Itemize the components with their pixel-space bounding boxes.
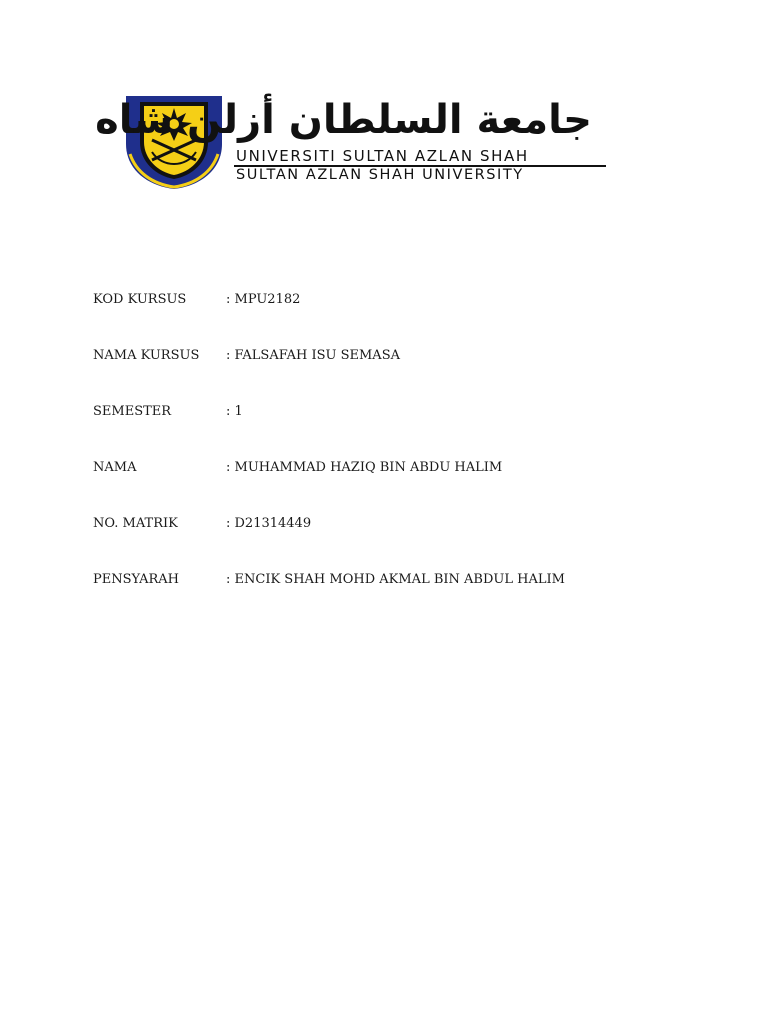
field-value: : MPU2182 bbox=[226, 292, 301, 307]
info-row-lecturer bbox=[93, 570, 653, 626]
field-label: NO. MATRIK bbox=[93, 516, 178, 531]
info-row-course-code bbox=[93, 290, 653, 346]
info-row-name bbox=[93, 458, 653, 514]
field-value: : ENCIK SHAH MOHD AKMAL BIN ABDUL HALIM bbox=[226, 572, 565, 587]
university-name-english: SULTAN AZLAN SHAH UNIVERSITY bbox=[236, 167, 524, 183]
field-label: NAMA KURSUS bbox=[93, 348, 200, 363]
field-label: SEMESTER bbox=[93, 404, 172, 419]
university-name-arabic: جامعة السلطان أزلن شاه bbox=[95, 97, 592, 143]
field-label: PENSYARAH bbox=[93, 572, 179, 587]
university-name-malay: UNIVERSITI SULTAN AZLAN SHAH bbox=[236, 147, 529, 165]
field-value: : 1 bbox=[226, 404, 243, 419]
field-label: NAMA bbox=[93, 460, 137, 475]
info-row-matric-no bbox=[93, 514, 653, 570]
info-row-course-name bbox=[93, 346, 653, 402]
field-label: KOD KURSUS bbox=[93, 292, 187, 307]
info-row-semester bbox=[93, 402, 653, 458]
field-value: : MUHAMMAD HAZIQ BIN ABDU HALIM bbox=[226, 460, 503, 475]
student-info-table bbox=[93, 290, 653, 626]
field-value: : D21314449 bbox=[226, 516, 312, 531]
field-value: : FALSAFAH ISU SEMASA bbox=[226, 348, 400, 363]
